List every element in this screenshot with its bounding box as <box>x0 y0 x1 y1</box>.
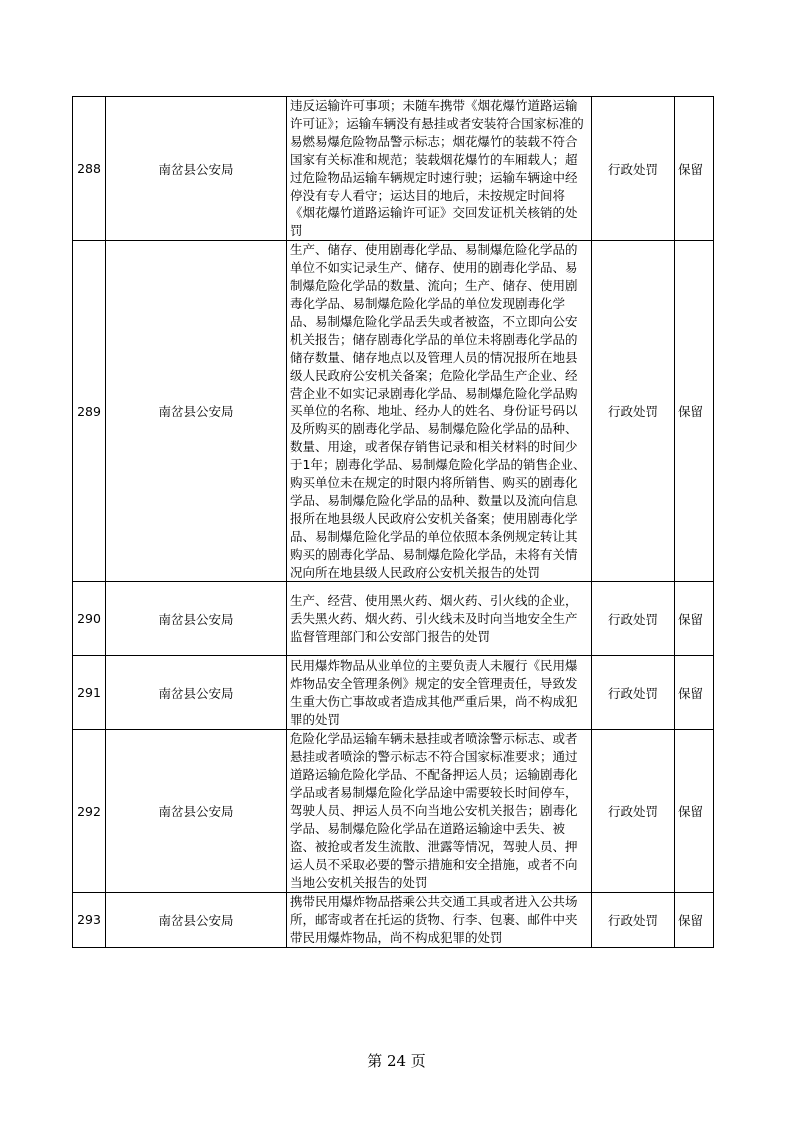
power-type-cell: 行政处罚 <box>592 97 675 241</box>
power-list-table-container <box>72 96 713 948</box>
page-number: 第 24 页 <box>367 1052 426 1070</box>
row-number: 291 <box>73 656 106 730</box>
power-type-cell: 行政处罚 <box>592 892 675 947</box>
power-type-cell: 行政处罚 <box>592 730 675 892</box>
matter-content-cell: 违反运输许可事项；未随车携带《烟花爆竹道路运输许可证》；运输车辆没有悬挂或者安装符合国家标准的易燃易爆危险物品警示标志；烟花爆竹的装载不符合国家有关标准和规范；装载烟花爆竹的车厢载人；超过危险物品运输车辆规定时速行驶；运输车辆途中经停没有专人看守；运达目的地后，未按规定时间将《烟花爆竹道路运输许可证》交回发证机关核销的处罚 <box>287 97 592 241</box>
department-cell: 南岔县公安局 <box>106 97 287 241</box>
department-cell: 南岔县公安局 <box>106 892 287 947</box>
department-cell: 南岔县公安局 <box>106 730 287 892</box>
row-number: 288 <box>73 97 106 241</box>
matter-content-cell: 生产、储存、使用剧毒化学品、易制爆危险化学品的单位不如实记录生产、储存、使用的剧毒化学品、易制爆危险化学品的数量、流向；生产、储存、使用剧毒化学品、易制爆危险化学品的单位发现剧毒化学品、易制爆危险化学品丢失或者被盗，不立即向公安机关报告；储存剧毒化学品的单位未将剧毒化学品的储存数量、储存地点以及管理人员的情况报所在地县级人民政府公安机关备案；危险化学品生产企业、经营企业不如实记录剧毒化学品、易制爆危险化学品购买单位的名称、地址、经办人的姓名、身份证号码以及所购买的剧毒化学品、易制爆危险化学品的品种、数量、用途，或者保存销售记录和相关材料的时间少于1年；剧毒化学品、易制爆危险化学品的销售企业、购买单位未在规定的时限内将所销售、购买的剧毒化学品、易制爆危险化学品的品种、数量以及流向信息报所在地县级人民政府公安机关备案；使用剧毒化学品、易制爆危险化学品的单位依照本条例规定转让其购买的剧毒化学品、易制爆危险化学品，未将有关情况向所在地县级人民政府公安机关报告的处罚 <box>287 241 592 582</box>
status-cell: 保留 <box>675 97 714 241</box>
department-cell: 南岔县公安局 <box>106 241 287 582</box>
matter-content-cell: 民用爆炸物品从业单位的主要负责人未履行《民用爆炸物品安全管理条例》规定的安全管理责任，导致发生重大伤亡事故或者造成其他严重后果，尚不构成犯罪的处罚 <box>287 656 592 730</box>
row-number: 292 <box>73 730 106 892</box>
status-cell: 保留 <box>675 892 714 947</box>
department-cell: 南岔县公安局 <box>106 582 287 656</box>
power-type-cell: 行政处罚 <box>592 656 675 730</box>
row-number: 290 <box>73 582 106 656</box>
table-row <box>73 656 714 730</box>
power-list-table <box>72 96 714 948</box>
row-number: 293 <box>73 892 106 947</box>
status-cell: 保留 <box>675 656 714 730</box>
matter-content-cell: 危险化学品运输车辆未悬挂或者喷涂警示标志、或者悬挂或者喷涂的警示标志不符合国家标准要求；通过道路运输危险化学品、不配备押运人员；运输剧毒化学品或者易制爆危险化学品途中需要较长时间停车，驾驶人员、押运人员不向当地公安机关报告；剧毒化学品、易制爆危险化学品在道路运输途中丢失、被盗、被抢或者发生流散、泄露等情况，驾驶人员、押运人员不采取必要的警示措施和安全措施，或者不向当地公安机关报告的处罚 <box>287 730 592 892</box>
status-cell: 保留 <box>675 582 714 656</box>
matter-content-cell: 生产、经营、使用黑火药、烟火药、引火线的企业，丢失黑火药、烟火药、引火线未及时向当地安全生产监督管理部门和公安部门报告的处罚 <box>287 582 592 656</box>
table-row <box>73 892 714 947</box>
table-row <box>73 241 714 582</box>
power-type-cell: 行政处罚 <box>592 582 675 656</box>
power-type-cell: 行政处罚 <box>592 241 675 582</box>
table-row <box>73 730 714 892</box>
department-cell: 南岔县公安局 <box>106 656 287 730</box>
row-number: 289 <box>73 241 106 582</box>
table-body <box>73 97 714 948</box>
status-cell: 保留 <box>675 730 714 892</box>
status-cell: 保留 <box>675 241 714 582</box>
table-row <box>73 582 714 656</box>
table-row <box>73 97 714 241</box>
matter-content-cell: 携带民用爆炸物品搭乘公共交通工具或者进入公共场所，邮寄或者在托运的货物、行李、包裹、邮件中夹带民用爆炸物品，尚不构成犯罪的处罚 <box>287 892 592 947</box>
